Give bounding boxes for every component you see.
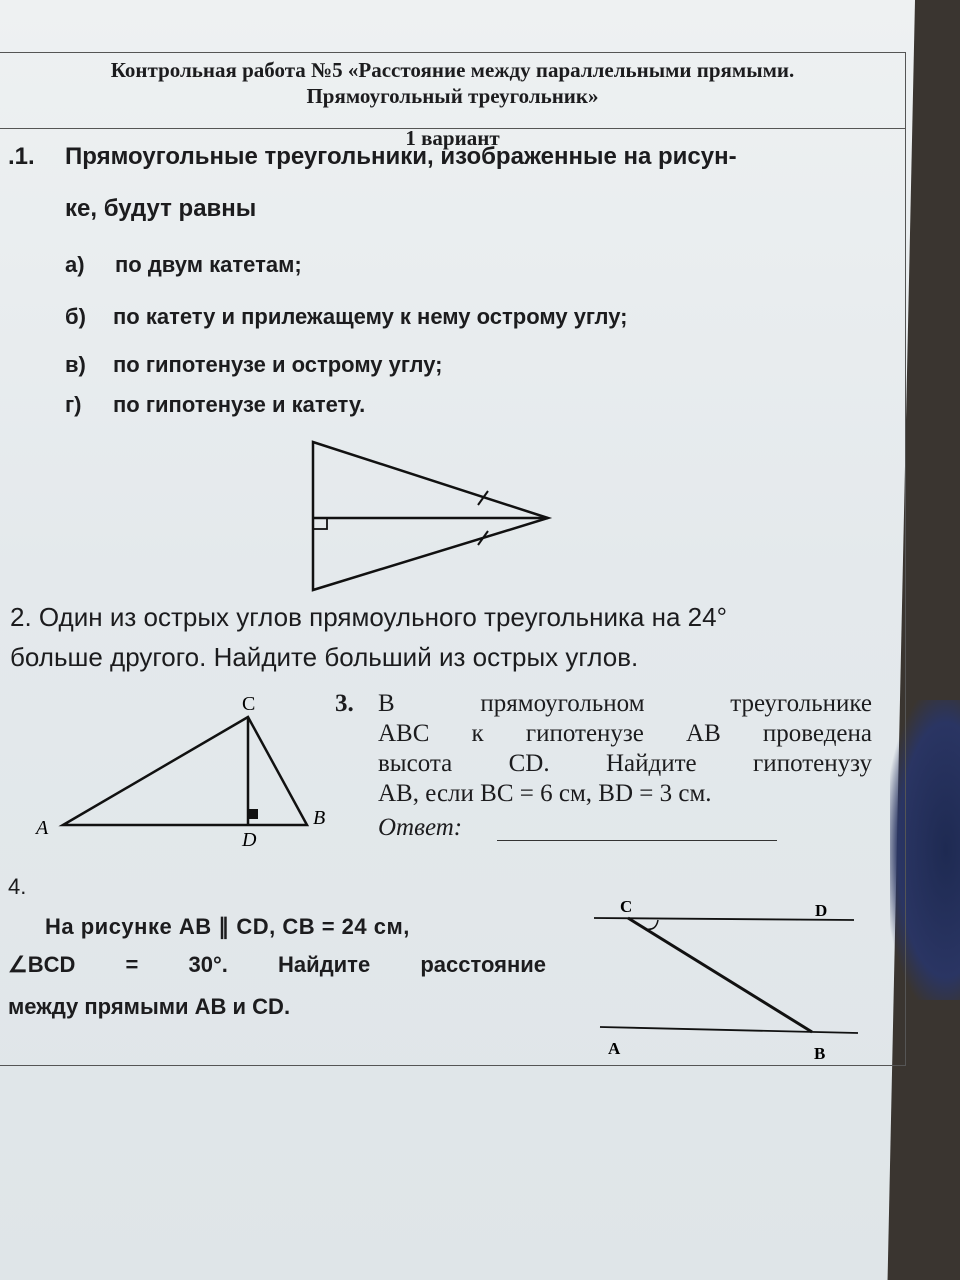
task1-option-b-label: б) — [65, 304, 86, 329]
task4-number: 4. — [8, 874, 27, 899]
task1-outer-triangle — [313, 442, 548, 590]
task1-text-line1: Прямоугольные треугольники, изображенные на рисун- — [65, 143, 737, 170]
task1-option-d-text: по гипотенузе и катету. — [113, 392, 366, 417]
task4-angle-arc — [646, 920, 658, 929]
task4-label-c: C — [620, 897, 633, 916]
task3-label-c: C — [242, 693, 256, 715]
task4-segment-cb — [628, 918, 812, 1032]
task1-option-d-label: г) — [65, 392, 82, 417]
header-title-line1: Контрольная работа №5 «Расстояние между параллельными прямыми. — [110, 58, 795, 82]
task4-label-d: D — [815, 901, 828, 920]
task1-figure — [313, 442, 548, 590]
task3-triangle-abc — [63, 717, 307, 825]
task3-right-angle-mark — [248, 809, 258, 819]
task4-label-b: B — [814, 1044, 826, 1063]
task4-text-line2: ∠BCD = 30°. Найдите расстояние — [8, 952, 546, 977]
task3-text-line2: ABC к гипотенузе AB проведена — [378, 720, 872, 747]
task1-option-c-text: по гипотенузе и острому углу; — [113, 352, 443, 377]
task1-option-b-text: по катету и прилежащему к нему острому углу; — [113, 304, 628, 329]
header-variant: 1 вариант — [405, 126, 500, 150]
task1-option-c-label: в) — [65, 352, 86, 377]
task3-number: 3. — [335, 690, 354, 717]
task3-label-b: B — [313, 807, 326, 829]
task3-answer-label: Ответ: — [378, 814, 463, 841]
task3-figure — [63, 717, 307, 825]
task4-text-line1: На рисунке AB ∥ CD, CB = 24 см, — [45, 914, 410, 939]
task4-line-ab — [600, 1027, 858, 1033]
task3-label-d: D — [242, 829, 257, 851]
task2-text-line2: больше другого. Найдите больший из острых углов. — [10, 642, 639, 672]
task1-right-angle-mark — [313, 518, 327, 529]
task3-text-line1: В прямоугольном треугольнике — [378, 690, 872, 717]
task4-text-line3: между прямыми AB и CD. — [8, 994, 291, 1019]
task3-text-line3: высота CD. Найдите гипотенузу — [378, 750, 872, 777]
task1-number: .1. — [8, 143, 35, 170]
task2-text-line1: 2. Один из острых углов прямоульного треугольника на 24° — [10, 602, 727, 632]
task1-text-line2: ке, будут равны — [65, 195, 257, 222]
header-title-line2: Прямоугольный треугольник» — [306, 84, 599, 108]
task1-option-a-text: по двум катетам; — [115, 252, 302, 277]
task4-figure — [594, 918, 858, 1033]
task3-text-line4: AB, если BC = 6 см, BD = 3 см. — [378, 780, 712, 807]
task3-label-a: A — [36, 817, 49, 839]
task1-option-a-label: а) — [65, 252, 85, 277]
task4-label-a: A — [608, 1039, 621, 1058]
